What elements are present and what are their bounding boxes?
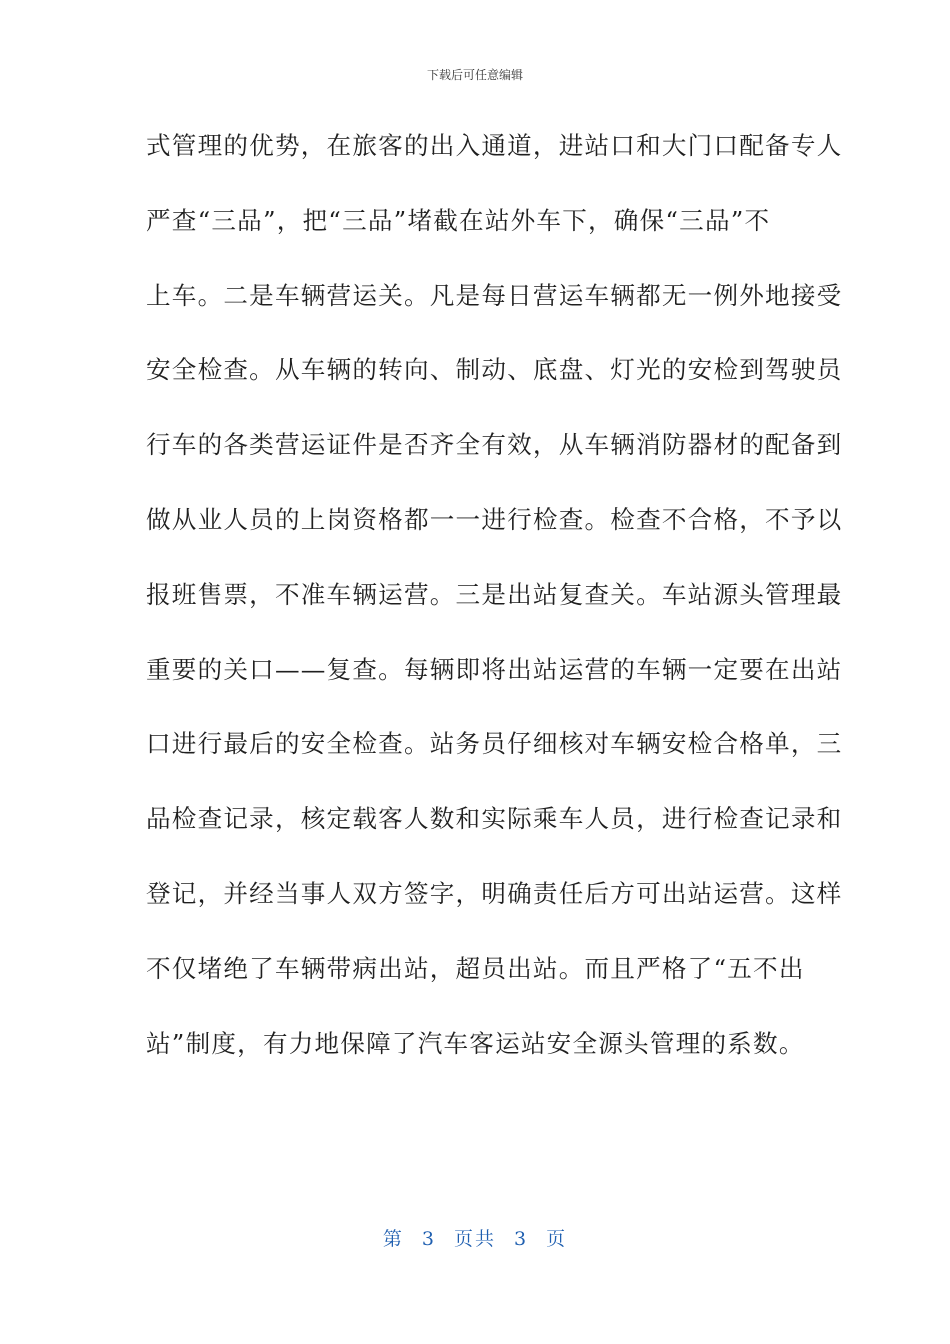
body-line: 式管理的优势，在旅客的出入通道，进站口和大门口配备专人: [146, 131, 843, 160]
body-line: 报班售票，不准车辆运营。三是出站复查关。车站源头管理最: [146, 579, 843, 609]
body-line: 上车。二是车辆营运关。凡是每日营运车辆都无一例外地接受: [146, 280, 843, 310]
body-line: 登记，并经当事人双方签字，明确责任后方可出站运营。这样: [146, 878, 843, 908]
footer-total-pages: 3: [514, 1228, 529, 1250]
footer-prefix: 第: [382, 1228, 404, 1250]
body-text: [146, 124, 843, 1096]
body-line: 站”制度，有力地保障了汽车客运站安全源头管理的系数。: [146, 1028, 805, 1058]
body-line: 严查“三品”，把“三品”堵截在站外车下，确保“三品”不: [146, 205, 771, 235]
footer-suffix: 页: [546, 1228, 568, 1250]
page-header: 下载后可任意编辑: [426, 68, 523, 82]
body-line: 做从业人员的上岗资格都一一进行检查。检查不合格，不予以: [146, 504, 843, 534]
body-line: 不仅堵绝了车辆带病出站，超员出站。而且严格了“五不出: [146, 953, 805, 983]
body-line: 重要的关口——复查。每辆即将出站运营的车辆一定要在出站: [146, 654, 843, 684]
footer-middle: 页共: [453, 1228, 496, 1250]
body-line: 行车的各类营运证件是否齐全有效，从车辆消防器材的配备到: [146, 430, 843, 460]
body-line: 口进行最后的安全检查。站务员仔细核对车辆安检合格单，三: [146, 729, 843, 759]
body-line: 安全检查。从车辆的转向、制动、底盘、灯光的安检到驾驶员: [146, 355, 843, 385]
page-footer: [0, 1224, 950, 1251]
footer-current-page: 3: [421, 1228, 436, 1250]
body-line: 品检查记录，核定载客人数和实际乘车人员，进行检查记录和: [146, 804, 843, 834]
